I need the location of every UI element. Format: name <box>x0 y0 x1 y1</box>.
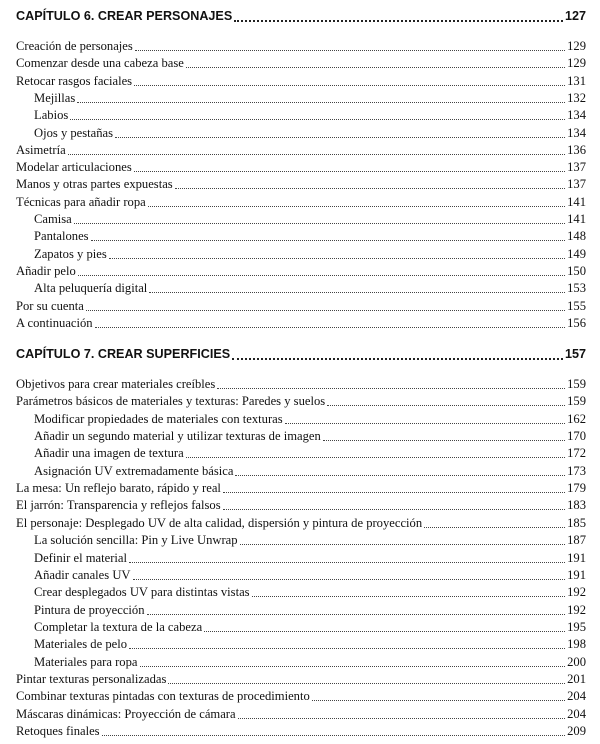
toc-entry <box>0 376 600 393</box>
page-number: 141 <box>567 212 586 226</box>
page-number: 204 <box>567 706 586 721</box>
dot-leader <box>115 137 565 138</box>
entry-title: Definir el material <box>34 550 128 565</box>
page-number: 156 <box>567 315 586 330</box>
dot-leader <box>223 492 565 493</box>
dot-leader <box>149 292 565 293</box>
toc-entry <box>0 671 600 688</box>
toc-entry <box>0 211 600 228</box>
entry-title: Crear desplegados UV para distintas vistas <box>34 585 250 600</box>
dot-leader <box>186 457 565 458</box>
dot-leader <box>102 735 565 736</box>
toc-entry <box>0 55 600 72</box>
page-number: 153 <box>567 281 586 296</box>
toc-entry <box>0 393 600 410</box>
page-number: 192 <box>567 585 586 600</box>
page-number: 132 <box>567 90 586 105</box>
page-number: 172 <box>567 446 586 461</box>
toc-entry <box>0 584 600 601</box>
page-number: 150 <box>567 263 586 278</box>
entry-title: El jarrón: Transparencia y reflejos falsos <box>16 498 221 513</box>
page-number: 127 <box>564 9 586 23</box>
toc-entry <box>0 445 600 462</box>
page-number: 201 <box>567 671 586 686</box>
entry-title: Pantalones <box>34 229 89 244</box>
page-number: 159 <box>567 377 586 391</box>
toc-entry <box>0 619 600 636</box>
page-number: 204 <box>567 689 586 704</box>
entry-title: Objetivos para crear materiales creíbles <box>16 377 216 391</box>
entry-title: Materiales de pelo <box>34 637 128 652</box>
entry-title: Asignación UV extremadamente básica <box>34 463 234 478</box>
chapter-title: CAPÍTULO 7. CREAR SUPERFICIES <box>16 347 231 361</box>
toc-entry <box>0 723 600 740</box>
entry-title: Materiales para ropa <box>34 654 138 669</box>
dot-leader <box>109 258 565 259</box>
toc-entry <box>0 176 600 193</box>
chapter-heading <box>0 8 600 25</box>
dot-leader <box>223 509 565 510</box>
entry-title: Zapatos y pies <box>34 246 107 261</box>
entry-title: Añadir pelo <box>16 263 76 278</box>
dot-leader <box>323 440 565 441</box>
dot-leader <box>147 614 565 615</box>
dot-leader <box>240 544 565 545</box>
entry-title: Combinar texturas pintadas con texturas de procedimiento <box>16 689 310 704</box>
toc-entry <box>0 73 600 90</box>
entry-title: Camisa <box>34 212 72 226</box>
entry-title: La mesa: Un reflejo barato, rápido y real <box>16 481 221 496</box>
dot-leader <box>204 631 565 632</box>
toc-entry <box>0 532 600 549</box>
toc-entry <box>0 194 600 211</box>
entry-title: Máscaras dinámicas: Proyección de cámara <box>16 706 236 721</box>
toc-entry <box>0 159 600 176</box>
page-number: 148 <box>567 229 586 244</box>
dot-leader <box>70 119 565 120</box>
toc-entry <box>0 228 600 245</box>
page-number: 137 <box>567 177 586 192</box>
dot-leader <box>95 327 565 328</box>
entry-title: Ojos y pestañas <box>34 125 114 140</box>
page-number: 136 <box>567 142 586 157</box>
toc-entry <box>0 567 600 584</box>
page-number: 191 <box>567 550 586 565</box>
entry-title: Mejillas <box>34 90 76 105</box>
entry-title: Por su cuenta <box>16 298 84 313</box>
page-number: 141 <box>567 194 586 209</box>
toc-entry <box>0 497 600 514</box>
page-number: 149 <box>567 246 586 261</box>
toc-entry <box>0 463 600 480</box>
dot-leader <box>91 240 565 241</box>
entry-title: Parámetros básicos de materiales y texturas: Paredes y suelos <box>16 394 326 409</box>
toc-entry <box>0 636 600 653</box>
entry-title: A continuación <box>16 315 93 330</box>
toc-entry <box>0 298 600 315</box>
page-number: 159 <box>567 394 586 409</box>
dot-leader <box>186 67 565 68</box>
entry-title: El personaje: Desplegado UV de alta calidad, dispersión y pintura de proyección <box>16 515 423 530</box>
page-number: 134 <box>567 125 586 140</box>
entry-title: Manos y otras partes expuestas <box>16 177 173 192</box>
entry-title: Comenzar desde una cabeza base <box>16 56 184 71</box>
toc-entry <box>0 246 600 263</box>
dot-leader <box>175 188 565 189</box>
dot-leader <box>134 85 565 86</box>
toc-entry <box>0 142 600 159</box>
page-number: 157 <box>564 347 586 361</box>
dot-leader <box>312 700 565 701</box>
page-number: 170 <box>567 429 586 444</box>
dot-leader <box>129 562 565 563</box>
dot-leader <box>168 683 565 684</box>
chapter-title: CAPÍTULO 6. CREAR PERSONAJES <box>16 9 233 23</box>
toc-entry <box>0 411 600 428</box>
page-number: 209 <box>567 724 586 738</box>
page-number: 192 <box>567 602 586 617</box>
page-number: 129 <box>567 39 586 53</box>
dot-leader <box>327 405 565 406</box>
entry-title: Añadir un segundo material y utilizar texturas de imagen <box>34 429 321 444</box>
toc-entry <box>0 480 600 497</box>
page-number: 191 <box>567 567 586 582</box>
dot-leader <box>285 423 565 424</box>
dot-leader <box>232 358 563 360</box>
entry-title: Alta peluquería digital <box>34 281 148 296</box>
entry-title: Retocar rasgos faciales <box>16 73 133 88</box>
page-number: 195 <box>567 619 586 634</box>
entry-title: Técnicas para añadir ropa <box>16 194 146 209</box>
page-number: 183 <box>567 498 586 513</box>
toc-entry <box>0 428 600 445</box>
dot-leader <box>235 475 565 476</box>
page-number: 162 <box>567 411 586 426</box>
entry-title: Creación de personajes <box>16 39 133 53</box>
page-number: 187 <box>567 533 586 548</box>
dot-leader <box>77 102 565 103</box>
toc-entry <box>0 90 600 107</box>
chapter-heading <box>0 346 600 363</box>
page-number: 129 <box>567 56 586 71</box>
toc-entry <box>0 263 600 280</box>
dot-leader <box>129 648 565 649</box>
toc-entry <box>0 688 600 705</box>
dot-leader <box>134 171 565 172</box>
page-number: 155 <box>567 298 586 313</box>
dot-leader <box>133 579 565 580</box>
page-number: 134 <box>567 108 586 123</box>
toc-entry <box>0 315 600 332</box>
dot-leader <box>86 310 565 311</box>
dot-leader <box>148 206 565 207</box>
page-number: 179 <box>567 481 586 496</box>
toc-entry <box>0 706 600 723</box>
entry-title: Labios <box>34 108 69 123</box>
entry-title: Modelar articulaciones <box>16 160 132 175</box>
page-number: 200 <box>567 654 586 669</box>
entry-title: Pintura de proyección <box>34 602 145 617</box>
toc-entry <box>0 280 600 297</box>
toc-entry <box>0 654 600 671</box>
entry-title: Modificar propiedades de materiales con texturas <box>34 411 283 426</box>
toc-entry <box>0 38 600 55</box>
entry-title: La solución sencilla: Pin y Live Unwrap <box>34 533 238 548</box>
dot-leader <box>140 666 565 667</box>
toc-entry <box>0 550 600 567</box>
toc-entry <box>0 602 600 619</box>
dot-leader <box>68 154 565 155</box>
entry-title: Asimetría <box>16 142 66 157</box>
entry-title: Pintar texturas personalizadas <box>16 671 167 686</box>
toc-entry <box>0 107 600 124</box>
dot-leader <box>238 718 565 719</box>
dot-leader <box>234 20 563 22</box>
dot-leader <box>217 388 565 389</box>
dot-leader <box>252 596 565 597</box>
dot-leader <box>135 50 565 51</box>
page-number: 198 <box>567 637 586 652</box>
dot-leader <box>74 223 565 224</box>
entry-title: Añadir canales UV <box>34 567 131 582</box>
toc-entry <box>0 125 600 142</box>
dot-leader <box>424 527 565 528</box>
dot-leader <box>78 275 565 276</box>
toc-entry <box>0 515 600 532</box>
entry-title: Añadir una imagen de textura <box>34 446 184 461</box>
page-number: 137 <box>567 160 586 175</box>
page-number: 173 <box>567 463 586 478</box>
entry-title: Completar la textura de la cabeza <box>34 619 203 634</box>
page-number: 131 <box>567 73 586 88</box>
page-number: 185 <box>567 515 586 530</box>
entry-title: Retoques finales <box>16 724 100 738</box>
